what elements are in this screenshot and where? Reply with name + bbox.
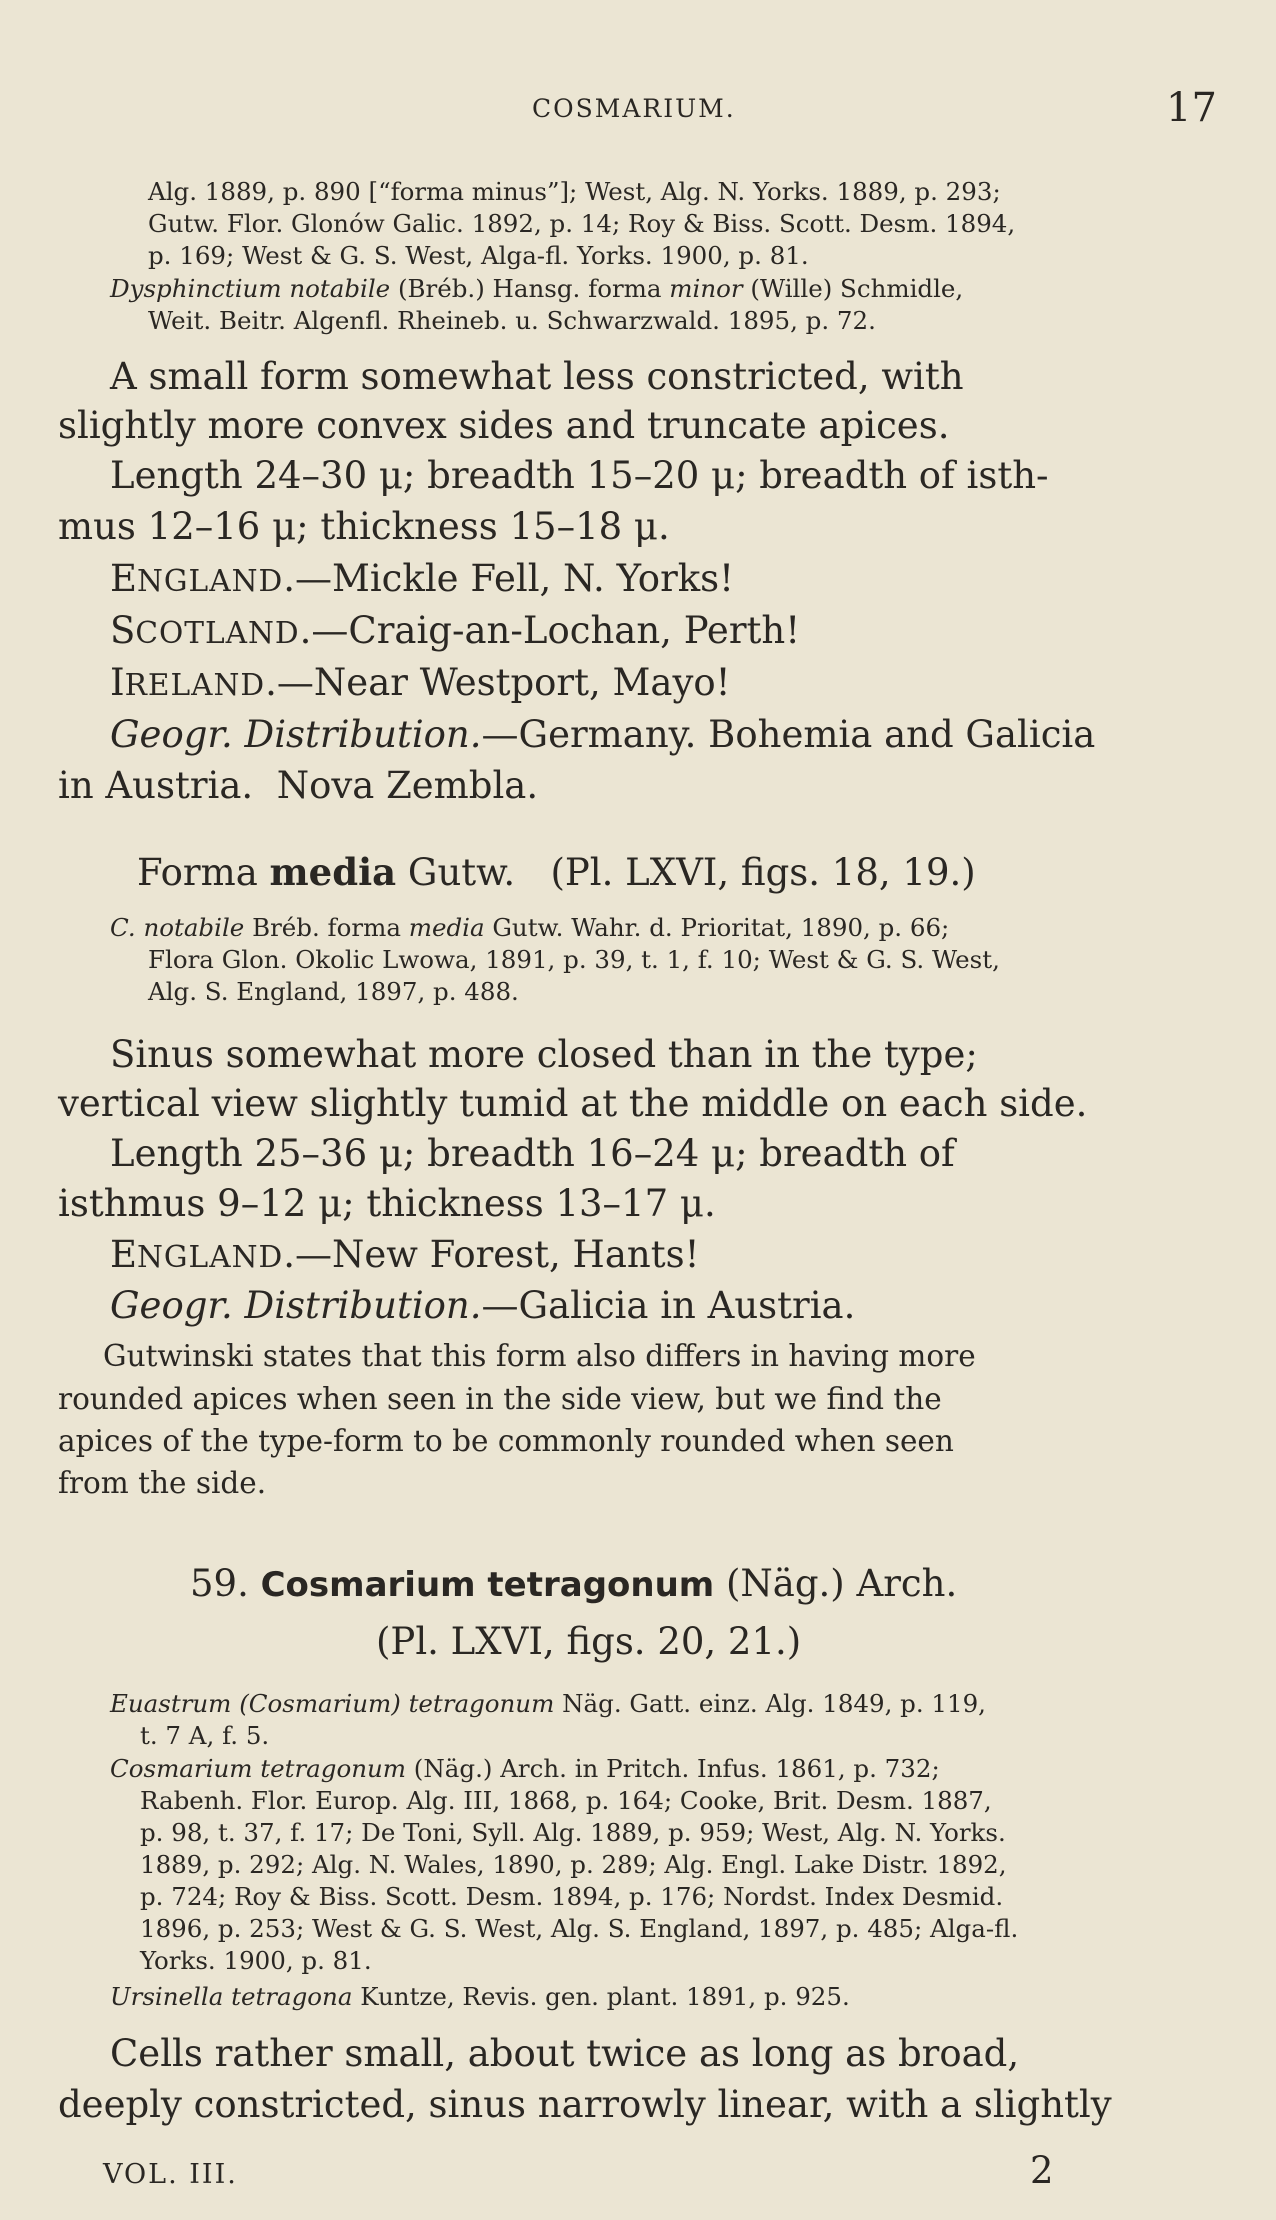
note-line: rounded apices when seen in the side view, but we find the xyxy=(58,1382,942,1416)
citation-text: (Bréb.) Hansg. forma xyxy=(390,274,670,303)
citation-line xyxy=(110,274,964,303)
locality-england xyxy=(110,1233,700,1276)
locality-text: .—Craig-an-Lochan, Perth! xyxy=(299,609,801,652)
text-line: Cells rather small, about twice as long as broad, xyxy=(110,2032,1020,2075)
citation-text: Näg. Gatt. einz. Alg. 1849, p. 119, xyxy=(554,1689,986,1718)
taxon-name: Ursinella tetragona xyxy=(110,1982,353,2011)
text-line: deeply constricted, sinus narrowly linear, with a slightly xyxy=(58,2083,1112,2126)
locality-text: .—New Forest, Hants! xyxy=(283,1233,700,1276)
form-name: media xyxy=(408,913,485,942)
citation-line: Weit. Beitr. Algenfl. Rheineb. u. Schwarzwald. 1895, p. 72. xyxy=(148,306,876,335)
citation-text: Gutw. Wahr. d. Prioritat, 1890, p. 66; xyxy=(484,913,950,942)
forma-heading xyxy=(137,850,976,894)
citation-line: Yorks. 1900, p. 81. xyxy=(140,1946,372,1975)
species-plate-reference: (Pl. LXVI, figs. 20, 21.) xyxy=(376,1620,802,1663)
text-line: A small form somewhat less constricted, with xyxy=(110,355,964,398)
geographic-distribution xyxy=(110,1284,856,1327)
taxon-name: Euastrum (Cosmarium) tetragonum xyxy=(110,1689,555,1718)
taxon-name: Dysphinctium notabile xyxy=(110,274,391,303)
text-line: vertical view slightly tumid at the middle on each side. xyxy=(58,1082,1088,1125)
citation-text: Kuntze, Revis. gen. plant. 1891, p. 925. xyxy=(352,1982,850,2011)
citation-text: (Näg.) Arch. in Pritch. Infus. 1861, p. 732; xyxy=(406,1754,940,1783)
heading-text: Gutw. (Pl. LXVI, figs. 18, 19.) xyxy=(396,851,976,894)
region-initial: I xyxy=(110,661,125,704)
taxon-name: Cosmarium tetragonum xyxy=(110,1754,406,1783)
citation-line: p. 169; West & G. S. West, Alga-fl. Yorks. 1900, p. 81. xyxy=(148,241,809,270)
region-initial: E xyxy=(110,557,138,600)
text-line: in Austria. Nova Zembla. xyxy=(58,764,539,807)
distribution-text: —Galicia in Austria. xyxy=(481,1284,856,1327)
citation-text: Bréb. forma xyxy=(244,913,409,942)
geographic-distribution xyxy=(110,713,1096,756)
citation-line: p. 98, t. 37, f. 17; De Toni, Syll. Alg. 1889, p. 959; West, Alg. N. Yorks. xyxy=(140,1818,1006,1847)
distribution-label: Geogr. Distribution. xyxy=(110,1284,482,1327)
running-head-title: COSMARIUM. xyxy=(532,94,736,123)
region-smallcaps: NGLAND xyxy=(137,564,284,598)
region-smallcaps: RELAND xyxy=(124,668,266,702)
citation-text: (Wille) Schmidle, xyxy=(742,274,964,303)
heading-text: Forma xyxy=(137,851,270,894)
note-line: from the side. xyxy=(58,1466,267,1500)
citation-line: Alg. S. England, 1897, p. 488. xyxy=(148,977,519,1006)
citation-line: Rabenh. Flor. Europ. Alg. III, 1868, p. 164; Cooke, Brit. Desm. 1887, xyxy=(140,1786,992,1815)
citation-line: 1896, p. 253; West & G. S. West, Alg. S. England, 1897, p. 485; Alga-fl. xyxy=(140,1914,1019,1943)
citation-line: t. 7 A, f. 5. xyxy=(140,1721,270,1750)
signature-mark: 2 xyxy=(1030,2149,1054,2192)
citation-line xyxy=(110,1754,940,1783)
locality-text: .—Mickle Fell, N. Yorks! xyxy=(283,557,735,600)
citation-line: Gutw. Flor. Glonów Galic. 1892, p. 14; Roy & Biss. Scott. Desm. 1894, xyxy=(148,209,1016,238)
locality-scotland xyxy=(110,609,801,652)
forma-name: media xyxy=(269,850,397,894)
form-name: minor xyxy=(669,274,743,303)
volume-label: VOL. III. xyxy=(103,2159,238,2190)
text-line: Length 25–36 μ; breadth 16–24 μ; breadth of xyxy=(110,1132,955,1175)
species-name: Cosmarium tetragonum xyxy=(260,1565,715,1605)
locality-england xyxy=(110,557,735,600)
distribution-label: Geogr. Distribution. xyxy=(110,713,482,756)
distribution-text: —Germany. Bohemia and Galicia xyxy=(481,713,1096,756)
text-line: Sinus somewhat more closed than in the type; xyxy=(110,1033,978,1076)
text-line: mus 12–16 μ; thickness 15–18 μ. xyxy=(58,505,670,548)
region-initial: S xyxy=(110,609,136,652)
species-authority: (Näg.) Arch. xyxy=(714,1562,958,1605)
note-line: apices of the type-form to be commonly rounded when seen xyxy=(58,1424,954,1458)
text-line: slightly more convex sides and truncate apices. xyxy=(58,404,950,447)
citation-line xyxy=(110,913,950,942)
locality-ireland xyxy=(110,661,731,704)
citation-line: Alg. 1889, p. 890 [“forma minus”]; West, Alg. N. Yorks. 1889, p. 293; xyxy=(148,177,1001,206)
citation-line: p. 724; Roy & Biss. Scott. Desm. 1894, p. 176; Nordst. Index Desmid. xyxy=(140,1882,1004,1911)
species-number: 59. xyxy=(190,1562,261,1605)
species-heading xyxy=(190,1562,958,1605)
citation-line: Flora Glon. Okolic Lwowa, 1891, p. 39, t. 1, f. 10; West & G. S. West, xyxy=(148,945,1000,974)
citation-line xyxy=(110,1982,850,2011)
region-initial: E xyxy=(110,1233,138,1276)
page-number: 17 xyxy=(1166,85,1217,131)
locality-text: .—Near Westport, Mayo! xyxy=(265,661,731,704)
citation-line xyxy=(110,1689,986,1718)
note-line: Gutwinski states that this form also differs in having more xyxy=(103,1339,976,1373)
region-smallcaps: COTLAND xyxy=(135,616,300,650)
text-line: isthmus 9–12 μ; thickness 13–17 μ. xyxy=(58,1182,716,1225)
taxon-name: C. notabile xyxy=(110,913,245,942)
text-line: Length 24–30 μ; breadth 15–20 μ; breadth of isth- xyxy=(110,454,1049,497)
region-smallcaps: NGLAND xyxy=(137,1240,284,1274)
citation-line: 1889, p. 292; Alg. N. Wales, 1890, p. 289; Alg. Engl. Lake Distr. 1892, xyxy=(140,1850,1007,1879)
